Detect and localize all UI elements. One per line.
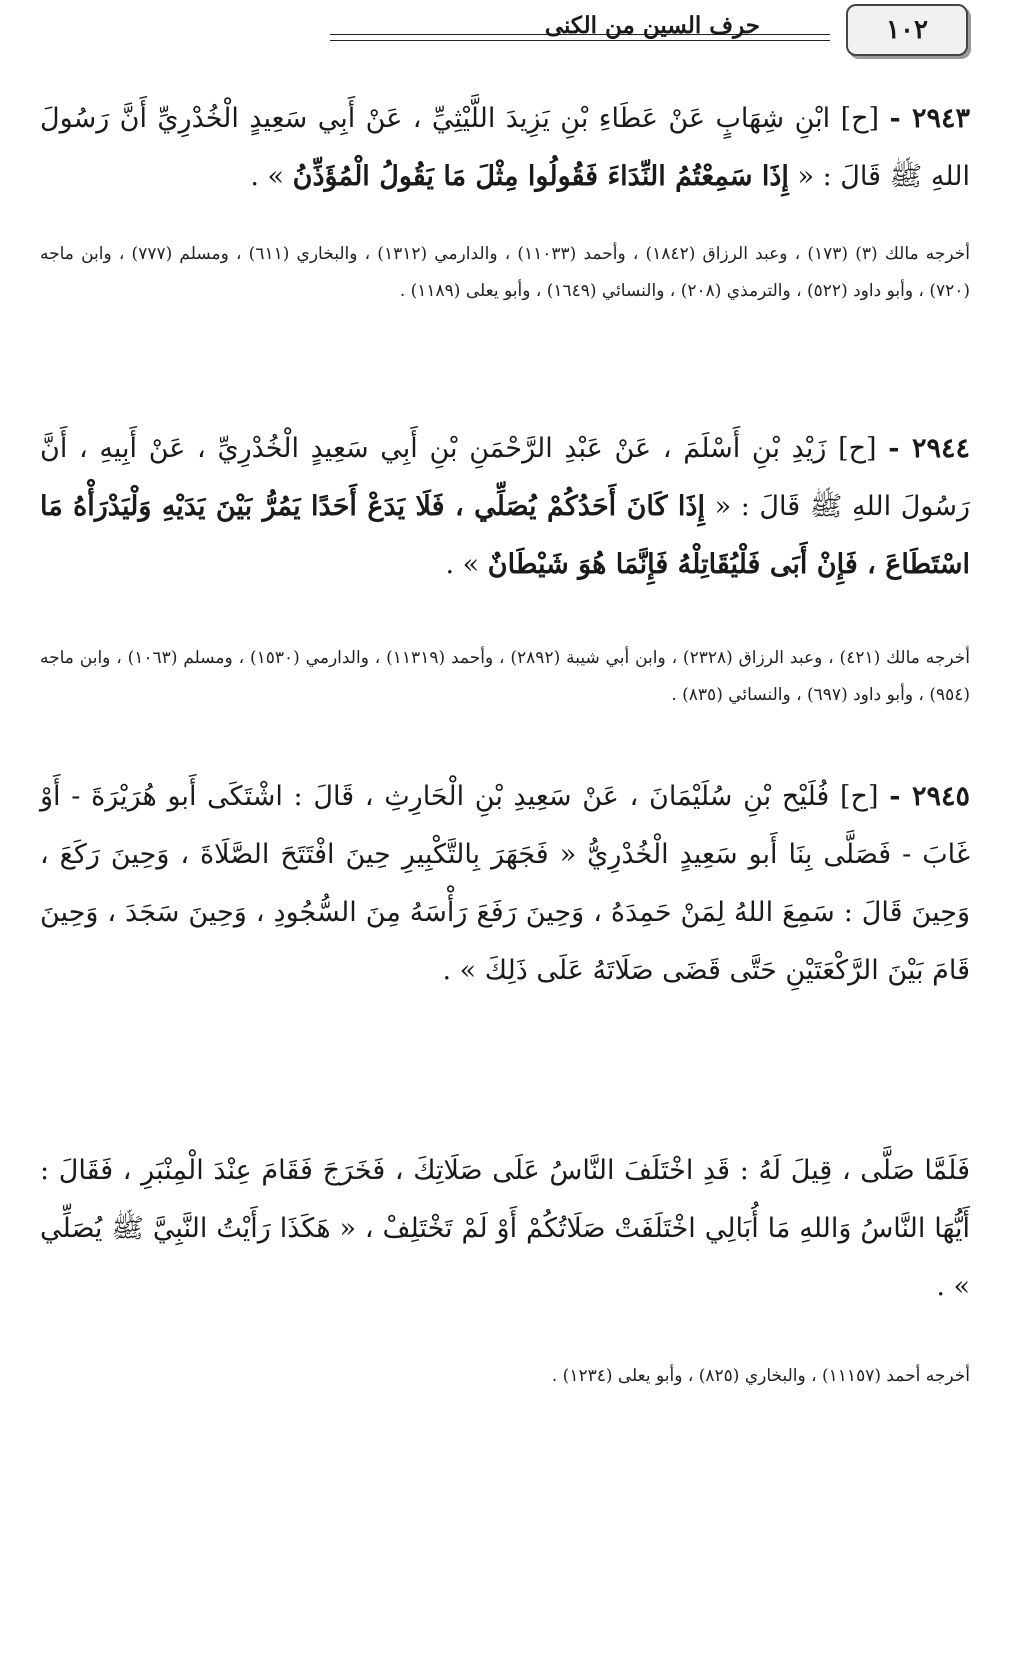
hadith-isnad: [ح] زَيْدِ بْنِ أَسْلَمَ ، عَنْ عَبْدِ الرَّحْمَنِ بْنِ أَبِي سَعِيدٍ الْخُدْرِيِّ ، عَنْ أَبِيهِ ، أَنَّ رَسُولَ اللهِ ﷺ قَالَ : « — [40, 433, 971, 522]
hadith-entry — [40, 90, 970, 206]
takhrij-note: أخرجه أحمد (١١١٥٧) ، والبخاري (٨٢٥) ، وأبو يعلى (١٢٣٤) . — [551, 1366, 970, 1386]
hadith-ending: » . — [250, 161, 285, 192]
hadith-matn: إِذَا كَانَ أَحَدُكُمْ يُصَلِّي ، فَلَا يَدَعْ أَحَدًا يَمُرُّ بَيْنَ يَدَيْهِ وَلْيَدْرَأْهُ مَا اسْتَطَاعَ ، فَإِنْ أَبَى فَلْيُقَاتِلْهُ فَإِنَّمَا هُوَ شَيْطَانٌ — [40, 491, 970, 580]
hadith-text: [ح] فُلَيْح بْنِ سُلَيْمَانَ ، عَنْ سَعِيدِ بْنِ الْحَارِثِ ، قَالَ : اشْتَكَى أَبو هُرَيْرَةَ - أَوْ غَابَ - فَصَلَّى بِنَا أَبو سَعِيدٍ الْخُدْرِيُّ « فَجَهَرَ بِالتَّكْبِيرِ حِينَ افْتَتَحَ الصَّلَاةَ ، وَحِينَ رَكَعَ ، وَحِينَ قَالَ : سَمِعَ اللهُ لِمَنْ حَمِدَهُ ، وَحِينَ رَفَعَ رَأْسَهُ مِنَ السُّجُودِ ، وَحِينَ سَجَدَ ، وَحِينَ قَامَ بَيْنَ الرَّكْعَتَيْنِ حَتَّى قَضَى صَلَاتَهُ عَلَى ذَلِكَ » . — [40, 781, 970, 986]
hadith-number: ٢٩٤٤ - — [888, 433, 970, 464]
hadith-ending: » . — [445, 549, 480, 580]
page-header — [40, 0, 970, 64]
hadith-number: ٢٩٤٣ - — [889, 103, 970, 134]
book-page — [40, 0, 970, 1657]
hadith-matn: إِذَا سَمِعْتُمُ النِّدَاءَ فَقُولُوا مِثْلَ مَا يَقُولُ الْمُؤَذِّنُ — [292, 161, 789, 192]
hadith-continuation: فَلَمَّا صَلَّى ، قِيلَ لَهُ : قَدِ اخْتَلَفَ النَّاسُ عَلَى صَلَاتِكَ ، فَخَرَجَ فَقَامَ عِنْدَ الْمِنْبَرِ ، فَقَالَ : أَيُّهَا النَّاسُ وَاللهِ مَا أُبَالِي اخْتَلَفَتْ صَلَاتُكُمْ أَوْ لَمْ تَخْتَلِفْ ، « هَكَذَا رَأَيْتُ النَّبِيَّ ﷺ يُصَلِّي » . — [40, 1155, 970, 1302]
page-number: ١٠٢ — [846, 4, 968, 56]
takhrij-note: أخرجه مالك (٤٢١) ، وعبد الرزاق (٢٣٢٨) ، وابن أبي شيبة (٢٨٩٢) ، وأحمد (١١٣١٩) ، والدارمي (١٥٣٠) ، ومسلم (١٠٦٣) ، وابن ماجه (٩٥٤) ، وأبو داود (٦٩٧) ، والنسائي (٨٣٥) . — [40, 648, 971, 705]
hadith-isnad: [ح] ابْنِ شِهَابٍ عَنْ عَطَاءِ بْنِ يَزِيدَ اللَّيْثِيِّ ، عَنْ أَبِي سَعِيدٍ الْخُدْرِيِّ أَنَّ رَسُولَ اللهِ ﷺ قَالَ : « — [40, 103, 970, 192]
hadith-entry — [40, 420, 970, 594]
takhrij-note: أخرجه مالك (٣) (١٧٣) ، وعبد الرزاق (١٨٤٢) ، وأحمد (١١٠٣٣) ، والدارمي (١٣١٢) ، والبخاري (٦١١) ، ومسلم (٧٧٧) ، وابن ماجه (٧٢٠) ، وأبو داود (٥٢٢) ، والترمذي (٢٠٨) ، والنسائي (١٦٤٩) ، وأبو يعلى (١١٨٩) . — [40, 244, 971, 301]
hadith-entry — [40, 768, 970, 1000]
header-rule — [330, 40, 830, 41]
chapter-title: حرف السين من الكنى — [544, 12, 760, 39]
hadith-number: ٢٩٤٥ - — [889, 781, 970, 812]
